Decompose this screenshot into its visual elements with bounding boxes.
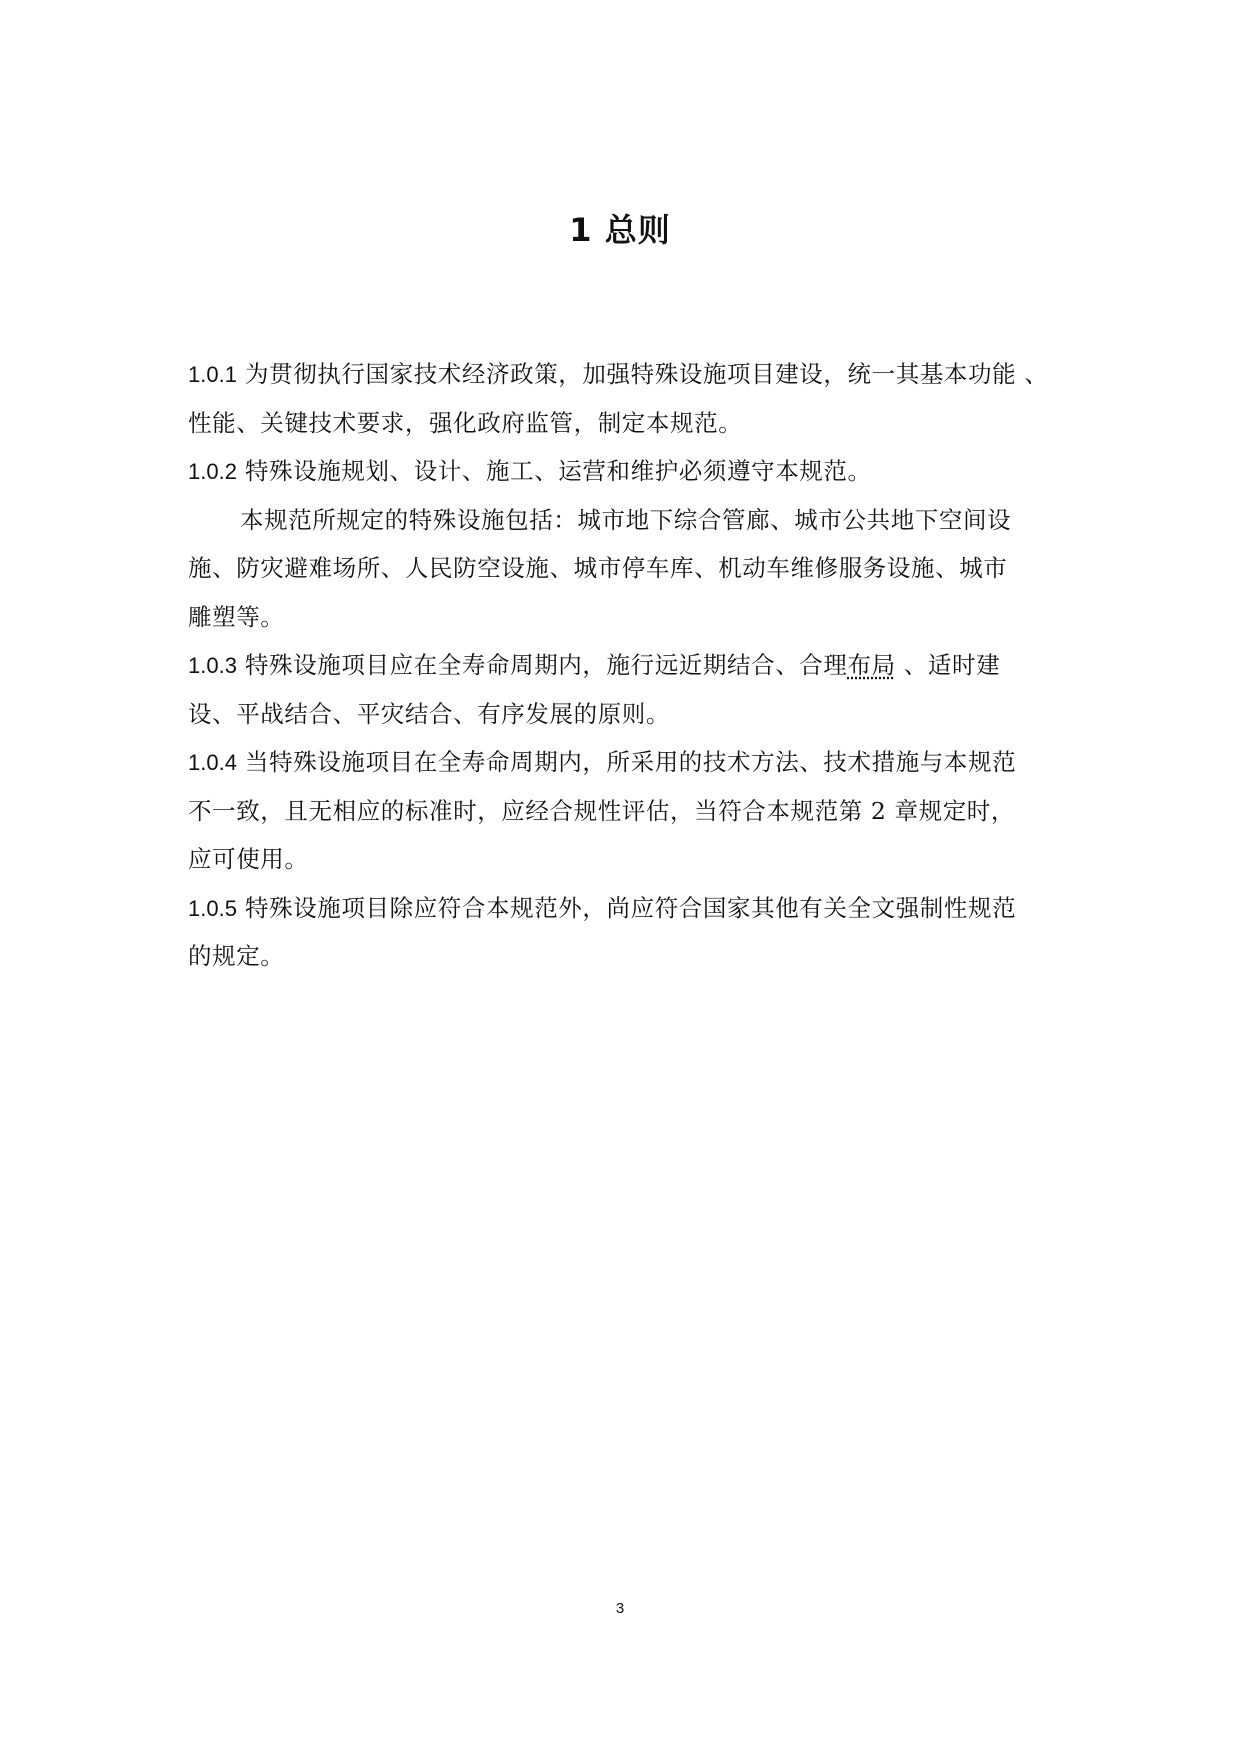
clause-text: 为贯彻执行国家技术经济政策，加强特殊设施项目建设，统一其基本功能 、 [236, 360, 1049, 388]
clause-1-0-1-line-1 [188, 350, 1058, 399]
clause-1-0-2-paragraph-line-1: 本规范所规定的特殊设施包括：城市地下综合管廊、城市公共地下空间设 [240, 505, 1012, 534]
clause-1-0-2-paragraph-line-3: 雕塑等。 [188, 602, 285, 631]
clause-text: 特殊设施规划、设计、施工、运营和维护必须遵守本规范。 [236, 457, 872, 485]
clause-number: 1.0.3 [188, 653, 237, 678]
clause-1-0-2-paragraph-line-2: 施、防灾避难场所、人民防空设施、城市停车库、机动车维修服务设施、城市 [188, 554, 1008, 582]
chapter-title: 1 总则 [569, 211, 671, 249]
clause-text: 当特殊设施项目在全寿命周期内，所采用的技术方法、技术措施与本规范 [236, 748, 1017, 776]
clause-1-0-3-line-1 [188, 641, 1058, 690]
clause-1-0-4-line-3: 应可使用。 [188, 845, 309, 873]
clause-number: 1.0.4 [188, 750, 237, 775]
clause-1-0-5-line-2: 的规定。 [188, 942, 285, 970]
clause-number: 1.0.5 [188, 895, 237, 921]
clause-1-0-4-line-2: 不一致，且无相应的标准时，应经合规性评估，当符合本规范第 2 章规定时， [188, 796, 1015, 825]
clause-text: 特殊设施项目应在全寿命周期内，施行远近期结合、合理 [236, 651, 848, 679]
clause-number: 1.0.1 [188, 362, 237, 387]
clause-text: 特殊设施项目除应符合本规范外，尚应符合国家其他有关全文强制性规范 [236, 893, 1017, 922]
clause-1-0-5-line-1 [188, 884, 1058, 933]
clause-1-0-4-line-1 [188, 738, 1058, 787]
clause-1-0-2-line-1 [188, 447, 1058, 496]
clauses-body [188, 350, 1058, 981]
page-number: 3 [615, 1600, 625, 1617]
clause-1-0-1-line-2: 性能、关键技术要求，强化政府监管，制定本规范。 [188, 408, 743, 437]
clause-1-0-3-line-2: 设、平战结合、平灾结合、有序发展的原则。 [188, 699, 670, 728]
underlined-term: 布局 [847, 651, 896, 679]
clause-text: 、适时建 [895, 651, 1001, 679]
clause-number: 1.0.2 [188, 459, 237, 484]
